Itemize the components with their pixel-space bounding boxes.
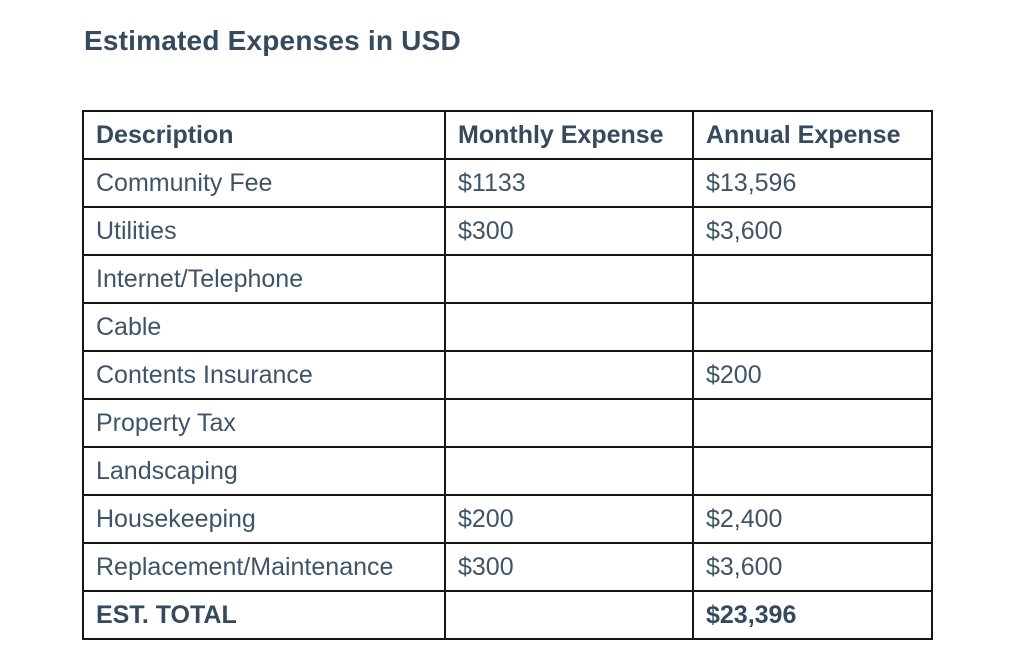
cell-monthly-expense: $1133: [445, 159, 693, 207]
header-monthly-expense: Monthly Expense: [445, 111, 693, 159]
cell-description: Housekeeping: [83, 495, 445, 543]
cell-monthly-expense: [445, 399, 693, 447]
cell-annual-expense: $23,396: [693, 591, 932, 639]
cell-annual-expense: $200: [693, 351, 932, 399]
cell-monthly-expense: $200: [445, 495, 693, 543]
cell-monthly-expense: [445, 447, 693, 495]
cell-description: Internet/Telephone: [83, 255, 445, 303]
table-row: [83, 255, 932, 303]
cell-description: EST. TOTAL: [83, 591, 445, 639]
table-row: [83, 399, 932, 447]
cell-description: Community Fee: [83, 159, 445, 207]
cell-annual-expense: $2,400: [693, 495, 932, 543]
header-description: Description: [83, 111, 445, 159]
header-annual-expense: Annual Expense: [693, 111, 932, 159]
cell-monthly-expense: [445, 351, 693, 399]
cell-monthly-expense: [445, 303, 693, 351]
header-row: [83, 111, 932, 159]
table-row: [83, 543, 932, 591]
cell-description: Landscaping: [83, 447, 445, 495]
cell-monthly-expense: [445, 591, 693, 639]
table-row: [83, 159, 932, 207]
cell-annual-expense: $3,600: [693, 543, 932, 591]
table-row: [83, 591, 932, 639]
cell-monthly-expense: $300: [445, 543, 693, 591]
cell-description: Contents Insurance: [83, 351, 445, 399]
table-row: [83, 495, 932, 543]
cell-monthly-expense: [445, 255, 693, 303]
cell-description: Cable: [83, 303, 445, 351]
cell-description: Utilities: [83, 207, 445, 255]
cell-annual-expense: [693, 255, 932, 303]
cell-description: Property Tax: [83, 399, 445, 447]
cell-annual-expense: $13,596: [693, 159, 932, 207]
table-row: [83, 303, 932, 351]
table-row: [83, 351, 932, 399]
cell-annual-expense: $3,600: [693, 207, 932, 255]
table-row: [83, 207, 932, 255]
expenses-table-body: [83, 159, 932, 639]
expenses-table: [82, 110, 933, 640]
expenses-table-head: [83, 111, 932, 159]
cell-description: Replacement/Maintenance: [83, 543, 445, 591]
cell-monthly-expense: $300: [445, 207, 693, 255]
cell-annual-expense: [693, 399, 932, 447]
cell-annual-expense: [693, 303, 932, 351]
table-row: [83, 447, 932, 495]
page-title: Estimated Expenses in USD: [84, 25, 461, 56]
cell-annual-expense: [693, 447, 932, 495]
